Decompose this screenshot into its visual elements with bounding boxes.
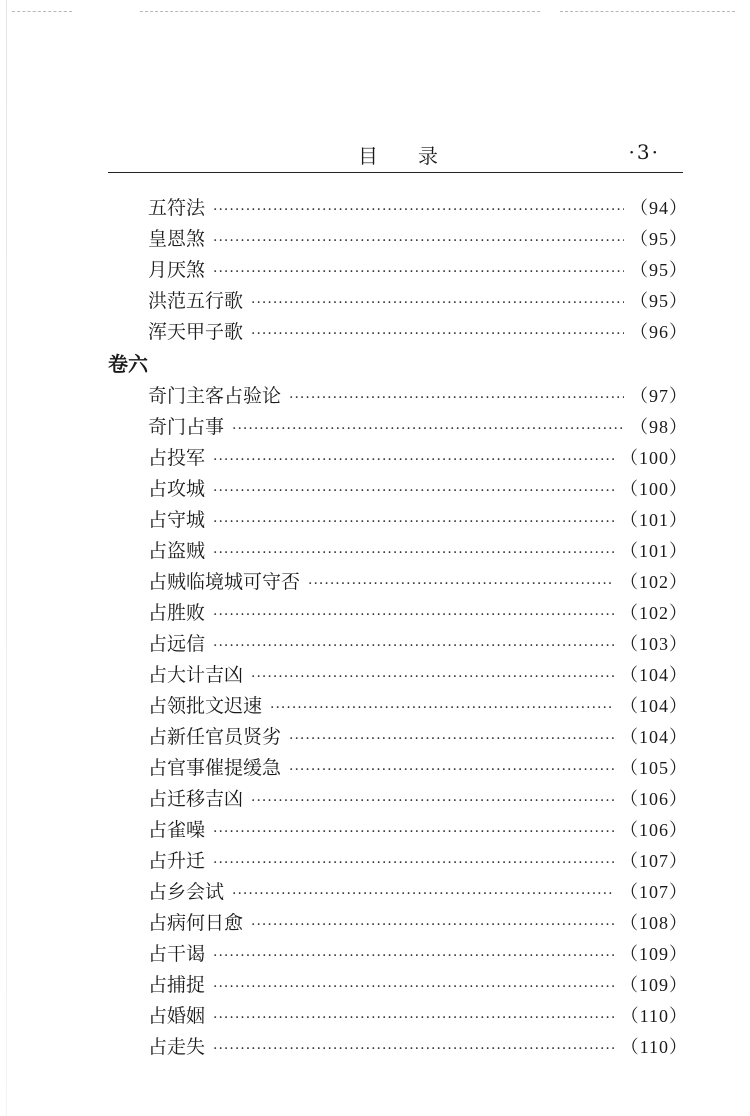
scan-rule [560,11,735,12]
toc-entry-title: 占病何日愈 [148,912,244,934]
header-title: 目录 [358,144,478,168]
toc-entry-page: （98） [630,417,688,437]
toc-entry-title: 占雀噪 [148,819,206,841]
toc-leader-dots [289,731,614,747]
toc-entry [108,381,688,412]
toc-leader-dots [289,762,614,778]
toc-entry [108,753,688,784]
toc-entry-page: （102） [620,572,688,592]
toc-leader-dots [289,390,624,406]
toc-entry-title: 占领批文迟速 [148,695,263,717]
toc-entry [108,846,688,877]
toc-entry-title: 占贼临境城可守否 [148,571,301,593]
toc-entry-page: （109） [620,975,688,995]
toc-entry [108,412,688,443]
toc-entry-title: 占官事催提缓急 [148,757,282,779]
toc-entry-page: （95） [630,291,688,311]
toc-leader-dots [251,793,614,809]
toc-entry-title: 奇门占事 [148,416,225,438]
toc-entry [108,629,688,660]
toc-entry-title: 浑天甲子歌 [148,321,244,343]
scan-rule [12,11,72,12]
scan-edge [6,0,7,1116]
toc-entry-page: （101） [620,510,688,530]
toc-leader-dots [213,979,614,995]
toc-leader-dots [308,576,614,592]
toc-entry-title: 占捕捉 [148,974,206,996]
toc-entry-page: （110） [620,1037,688,1057]
toc-entry [108,784,688,815]
toc-entry [108,505,688,536]
toc-entry [108,660,688,691]
toc-entries-before [108,193,688,348]
toc-entry-title: 月厌煞 [148,259,206,281]
toc-entry [108,536,688,567]
toc-entry-title: 占攻城 [148,478,206,500]
toc-entry-title: 洪范五行歌 [148,290,244,312]
toc-entry-page: （107） [620,882,688,902]
toc-entry [108,1001,688,1032]
table-of-contents [108,193,688,1063]
toc-entries-after [108,381,688,1063]
section-title: 卷六 [108,352,148,376]
toc-leader-dots [251,295,624,311]
toc-entry-title: 占婚姻 [148,1005,206,1027]
toc-entry-title: 占迁移吉凶 [148,788,244,810]
toc-entry-title: 占大计吉凶 [148,664,244,686]
toc-entry [108,722,688,753]
toc-entry [108,970,688,1001]
toc-entry-page: （104） [620,665,688,685]
toc-entry [108,877,688,908]
toc-entry [108,598,688,629]
toc-leader-dots [213,1041,615,1057]
toc-leader-dots [213,948,614,964]
toc-entry-title: 占守城 [148,509,206,531]
toc-leader-dots [213,514,614,530]
toc-entry-page: （101） [620,541,688,561]
toc-leader-dots [251,669,614,685]
toc-leader-dots [213,202,624,218]
toc-leader-dots [213,638,614,654]
toc-entry-page: （110） [620,1006,688,1026]
toc-entry-page: （105） [620,758,688,778]
toc-leader-dots [213,855,614,871]
toc-entry [108,474,688,505]
toc-entry-page: （103） [620,634,688,654]
toc-entry-title: 占干谒 [148,943,206,965]
toc-entry-page: （104） [620,727,688,747]
toc-entry-page: （106） [620,789,688,809]
toc-leader-dots [232,886,614,902]
toc-entry-page: （100） [620,479,688,499]
toc-entry [108,193,688,224]
toc-leader-dots [270,700,614,716]
toc-entry-page: （109） [620,944,688,964]
toc-entry-title: 占远信 [148,633,206,655]
running-header [108,140,688,172]
toc-leader-dots [213,607,614,623]
toc-entry [108,567,688,598]
toc-leader-dots [232,421,624,437]
toc-entry-title: 五符法 [148,197,206,219]
toc-entry [108,255,688,286]
toc-entry-page: （97） [630,386,688,406]
header-rule [108,172,683,173]
section-heading [108,348,688,381]
toc-leader-dots [213,264,624,280]
toc-entry-page: （100） [620,448,688,468]
toc-leader-dots [213,545,614,561]
header-page-number: ·3· [628,140,660,164]
toc-leader-dots [251,326,624,342]
scan-rule [140,11,540,12]
toc-entry-title: 皇恩煞 [148,228,206,250]
toc-entry [108,224,688,255]
toc-entry-title: 占投军 [148,447,206,469]
toc-leader-dots [213,483,614,499]
toc-entry-title: 占盗贼 [148,540,206,562]
toc-entry-page: （102） [620,603,688,623]
toc-entry-page: （94） [630,198,688,218]
toc-entry-title: 奇门主客占验论 [148,385,282,407]
toc-leader-dots [213,452,614,468]
toc-leader-dots [213,824,614,840]
toc-entry [108,443,688,474]
toc-entry [108,317,688,348]
toc-entry [108,691,688,722]
toc-entry-page: （95） [630,229,688,249]
toc-entry [108,286,688,317]
toc-entry [108,1032,688,1063]
toc-entry-page: （107） [620,851,688,871]
toc-entry [108,939,688,970]
toc-leader-dots [213,233,624,249]
toc-entry-page: （104） [620,696,688,716]
toc-entry-page: （96） [630,322,688,342]
toc-entry-page: （106） [620,820,688,840]
toc-entry-page: （95） [630,260,688,280]
toc-entry-page: （108） [620,913,688,933]
toc-entry-title: 占升迁 [148,850,206,872]
toc-leader-dots [213,1010,615,1026]
toc-entry-title: 占胜败 [148,602,206,624]
toc-entry-title: 占走失 [148,1036,206,1058]
toc-entry [108,815,688,846]
toc-leader-dots [251,917,614,933]
toc-entry-title: 占乡会试 [148,881,225,903]
toc-entry [108,908,688,939]
toc-entry-title: 占新任官员贤劣 [148,726,282,748]
